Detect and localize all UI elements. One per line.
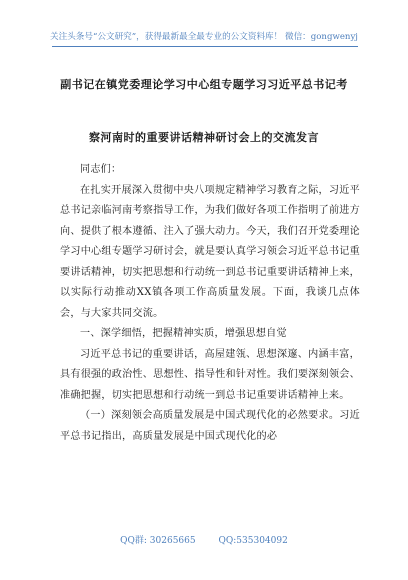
footer-qq: QQ:535304092 bbox=[218, 536, 288, 546]
header-divider bbox=[52, 46, 358, 47]
paragraph-section-1: 习近平总书记的重要讲话，高屋建瓴、思想深邃、内涵丰富，具有很强的政治性、思想性、指导性和针对性。我们要深刻领会、准确把握，切实把思想和行动统一到总书记重要讲话精神上来。 bbox=[60, 348, 360, 401]
footer bbox=[0, 533, 408, 546]
document-title-line1: 副书记在镇党委理论学习中心组专题学习习近平总书记考 bbox=[60, 78, 348, 91]
paragraph-intro: 在扎实开展深入贯彻中央八项规定精神学习教育之际，习近平总书记亲临河南考察指导工作，为我们做好各项工作指明了前进方向、提供了根本遵循、注入了强大动力。今天，我们召开党委理论学习中心组专题学习研讨会，就是要认真学习领会习近平总书记重要讲话精神，切实把思想和行动统一到总书记重要讲话精神上来，以实际行动推动XX镇各项工作高质量发展。下面，我谈几点体会，与大家共同交流。 bbox=[60, 184, 360, 319]
header-ad-text: 关注头条号“公文研究”，获得最新最全最专业的公文资料库！ 微信：gongwenyj bbox=[50, 32, 358, 42]
footer-qq-group: QQ群: 30265665 bbox=[120, 536, 196, 546]
paragraph-subsection-1: （一）深刻领会高质量发展是中国式现代化的必然要求。习近平总书记指出，高质量发展是中国式现代化的必 bbox=[60, 410, 360, 442]
document-title-line2: 察河南时的重要讲话精神研讨会上的交流发言 bbox=[89, 131, 319, 144]
document-body bbox=[60, 160, 360, 447]
salutation: 同志们： bbox=[80, 164, 122, 175]
section-heading-1: 一、深学细悟，把握精神实质，增强思想自觉 bbox=[80, 328, 287, 339]
